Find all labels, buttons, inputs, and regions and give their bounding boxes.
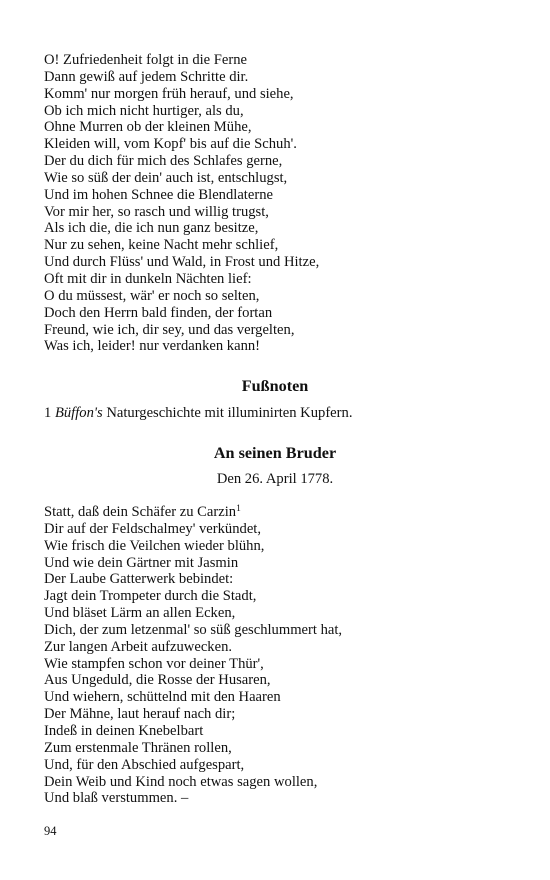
verse-line: Indeß in deinen Knebelbart [44,722,204,739]
verse-line: Dann gewiß auf jedem Schritte dir. [44,68,249,85]
page-number: 94 [44,824,57,838]
verse-line: Der Laube Gatterwerk bebindet: [44,571,234,588]
verse-line: Dir auf der Feldschalmey' verkündet, [44,520,262,537]
verse-line: Und wiehern, schüttelnd mit den Haaren [44,689,281,706]
verse-line: Der Mähne, laut herauf nach dir; [44,706,236,723]
footnote-italic-term: Büffon's [54,405,103,421]
verse-line: Ob ich mich nicht hurtiger, als du, [44,102,244,119]
verse-line: Wie stampfen schon vor deiner Thür', [44,655,264,672]
verse-line: Ohne Murren ob der kleinen Mühe, [44,119,252,136]
verse-line: Wie frisch die Veilchen wieder blühn, [44,537,265,554]
verse-line: Und durch Flüss' und Wald, in Frost und Hitze, [44,254,320,271]
verse-line: Und blaß verstummen. – [44,790,189,807]
verse-line: Und wie dein Gärtner mit Jasmin [44,554,239,571]
verse-line [44,504,514,521]
verse-line: Jagt dein Trompeter durch die Stadt, [44,588,257,605]
verse-line: Freund, wie ich, dir sey, und das vergelten, [44,321,295,338]
verse-line: Dein Weib und Kind noch etwas sagen wollen, [44,773,318,790]
verse-line: Nur zu sehen, keine Nacht mehr schlief, [44,237,279,254]
verse-line: Komm' nur morgen früh herauf, und siehe, [44,85,294,102]
verse-line: Der du dich für mich des Schlafes gerne, [44,153,283,170]
verse-line: Vor mir her, so rasch und willig trugst, [44,203,269,220]
verse-line: Aus Ungeduld, die Rosse der Husaren, [44,672,271,689]
poem-body [44,504,514,807]
verse-line-text: Statt, daß dein Schäfer zu Carzin [44,504,237,520]
verse-line: O! Zufriedenheit folgt in die Ferne [44,52,248,68]
verse-line: Kleiden will, vom Kopf' bis auf die Schuh'. [44,136,297,153]
verse-line: Und bläset Lärm an allen Ecken, [44,605,236,622]
poem-dateline: Den 26. April 1778. [216,471,334,487]
verse-line: Doch den Herrn bald finden, der fortan [44,304,273,321]
footnote-reference: 1 [236,504,241,514]
verse-line: Und im hohen Schnee die Blendlaterne [44,186,273,203]
verse-line: O du müssest, wär' er noch so selten, [44,287,260,304]
verse-line: Als ich die, die ich nun ganz besitze, [44,220,259,237]
footnotes-heading: Fußnoten [241,377,309,395]
verse-line: Was ich, leider! nur verdanken kann! [44,338,261,355]
footnote-text: Naturgeschichte mit illuminirten Kupfern. [102,405,353,421]
verse-line: Zum erstenmale Thränen rollen, [44,739,232,756]
footnote-item [44,404,352,422]
poem-stanza-continued [44,52,514,355]
footnote-number: 1 [44,405,52,421]
verse-line: Zur langen Arbeit aufzuwecken. [44,638,233,655]
verse-line: Und, für den Abschied aufgespart, [44,756,245,773]
verse-line: Dich, der zum letzenmal' so süß geschlummert hat, [44,621,343,638]
verse-line: Wie so süß der dein' auch ist, entschlugst, [44,169,288,186]
verse-line: Oft mit dir in dunkeln Nächten lief: [44,270,252,287]
poem-title: An seinen Bruder [213,444,337,462]
